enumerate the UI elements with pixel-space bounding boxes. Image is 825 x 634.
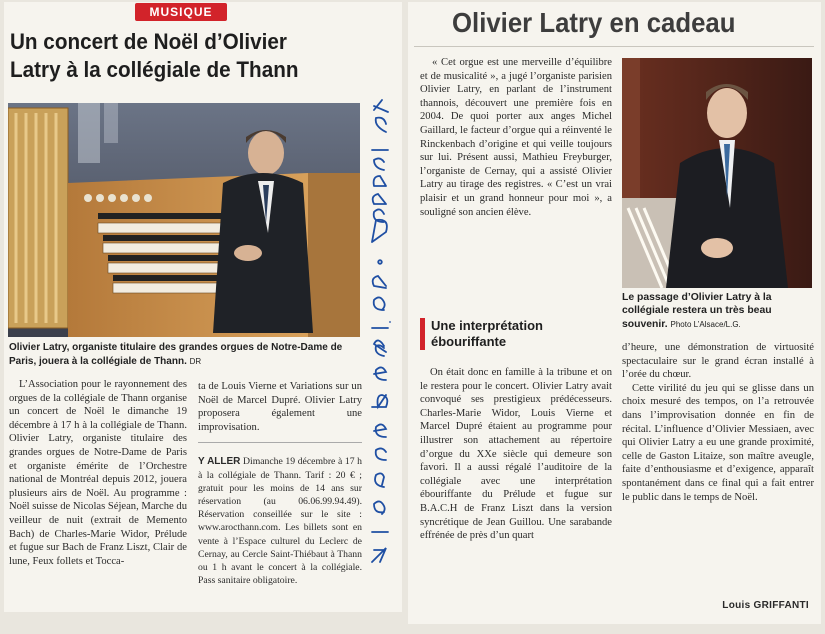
right-para-1: « Cet orgue est une merveille d’équilibre et de musicalité », a jugé l’organiste parisien Olivier Latry, en parlant de l’instrument thannois, découvert une première fois en 2004. De quoi porter aux anges Michel Gaillard, le facteur d’orgue qui a réinventé le Rinckenbach d’origine et qui veille toujours sur lui. Présent aussi, Mathieu Freyburger, l’organiste de Cernay, qui a assisté Olivier Latry au tirage des registres. « C’est un vrai plaisir et un grand honneur pour moi », a souligné son ancien élève. <box>420 57 612 218</box>
right-para-3: d’heure, une démonstration de virtuosité spectaculaire sur le grand écran installé à l’orée du chœur. <box>622 342 814 381</box>
y-aller-label: Y ALLER <box>198 456 241 468</box>
left-headline: Un concert de Noël d’Olivier Latry à la collégiale de Thann <box>10 29 299 82</box>
y-aller-text: Dimanche 19 décembre à 17 h à la collégiale de Thann. Tarif : 20 € ; gratuit pour les moins de 14 ans sur réservation (au 06.06.99.94.49). Réservation conseillée sur le site : www.arocthann.com. Les billets sont en vente à l’Espace culturel du Leclerc de Cernay, au Cercle Saint-Thiébaut à Thann ou 1 h avant le concert à la collégiale. Pass sanitaire obligatoire. <box>198 456 362 587</box>
right-column-1-continued <box>420 366 612 543</box>
right-subheading: Une interprétation ébouriffante <box>420 318 612 350</box>
left-caption-text: Olivier Latry, organiste titulaire des grandes orgues de Notre-Dame de Paris, jouera à la collégiale de Thann. <box>9 342 343 367</box>
right-caption-credit: Photo L’Alsace/L.G. <box>670 319 741 329</box>
header-rule <box>414 46 814 47</box>
rubric-label: MUSIQUE <box>135 3 227 21</box>
right-photo-caption <box>622 291 812 331</box>
handwritten-date-note <box>362 92 398 592</box>
left-column-2 <box>198 378 362 587</box>
right-headline: Olivier Latry en cadeau <box>452 7 736 38</box>
organist-portrait-photo <box>622 58 812 288</box>
practical-info-box <box>198 455 362 587</box>
column-divider <box>198 442 362 443</box>
right-para-2: On était donc en famille à la tribune et on le restera pour le concert. Olivier Latry avait convoqué ses prestigieux prédécesseurs. Charles-Marie Widor, Louis Vierne et Marcel Dupré étaient au programme pour illustrer son attachement au répertoire d’orgue du XXe siècle qui demeure son favori. Il a aussi régalé l’auditoire de la collégiale avec une interprétation ébouriffante du Prélude et fugue sur B.A.C.H de Franz Liszt dans la version syncrétique de Jean Guillou. Une sarabande effrénée de près d’un quart <box>420 367 612 542</box>
right-column-1 <box>420 56 612 219</box>
author-signature: Louis GRIFFANTI <box>722 600 809 611</box>
left-column-1 <box>9 378 187 568</box>
organ-console-photo <box>8 103 360 337</box>
left-photo-caption <box>9 341 361 369</box>
right-para-4: Cette virilité du jeu qui se glisse dans un choix mesuré des tempos, on l’a retrouvée dans l’improvisation donnée en fin de récital. L’influence d’Olivier Messiaen, avec qui Olivier Latry a eu une grande proximité, celle de Gaston Litaize, son maître aveugle, faite d’enthousiasme et d’exigence, apparaît spontanément dans ce final qui a fait entrer le public dans le temps de Noël. <box>622 382 814 503</box>
right-caption-text: Le passage d’Olivier Latry à la collégiale restera un très beau souvenir. <box>622 292 772 330</box>
left-body-continued: ta de Louis Vierne et Variations sur un Noël de Marcel Dupré. Olivier Latry proposera également une improvisation. <box>198 381 362 433</box>
right-article-clipping <box>408 2 821 624</box>
left-body-text: L’Association pour le rayonnement des orgues de la collégiale de Thann organise un concert de Noël le dimanche 19 décembre à 17 h à la collégiale de Thann. Olivier Latry, organiste titulaire des grandes orgues de Notre-Dame de Paris et organiste émérite de l’Orchestre national de Montréal depuis 2012, jouera plusieurs airs de Noël. Au programme : Noël suisse de Nicolas Séjean, Marche du veilleur de nuit (extrait de Memento Bach) de Charles-Marie Widor, Prélude et fugue sur Bach de Franz Liszt, Clair de lune, Feux follets et Tocca- <box>9 379 187 567</box>
left-caption-credit: DR <box>189 357 202 366</box>
left-article-clipping <box>4 2 402 612</box>
right-column-2 <box>622 341 814 504</box>
